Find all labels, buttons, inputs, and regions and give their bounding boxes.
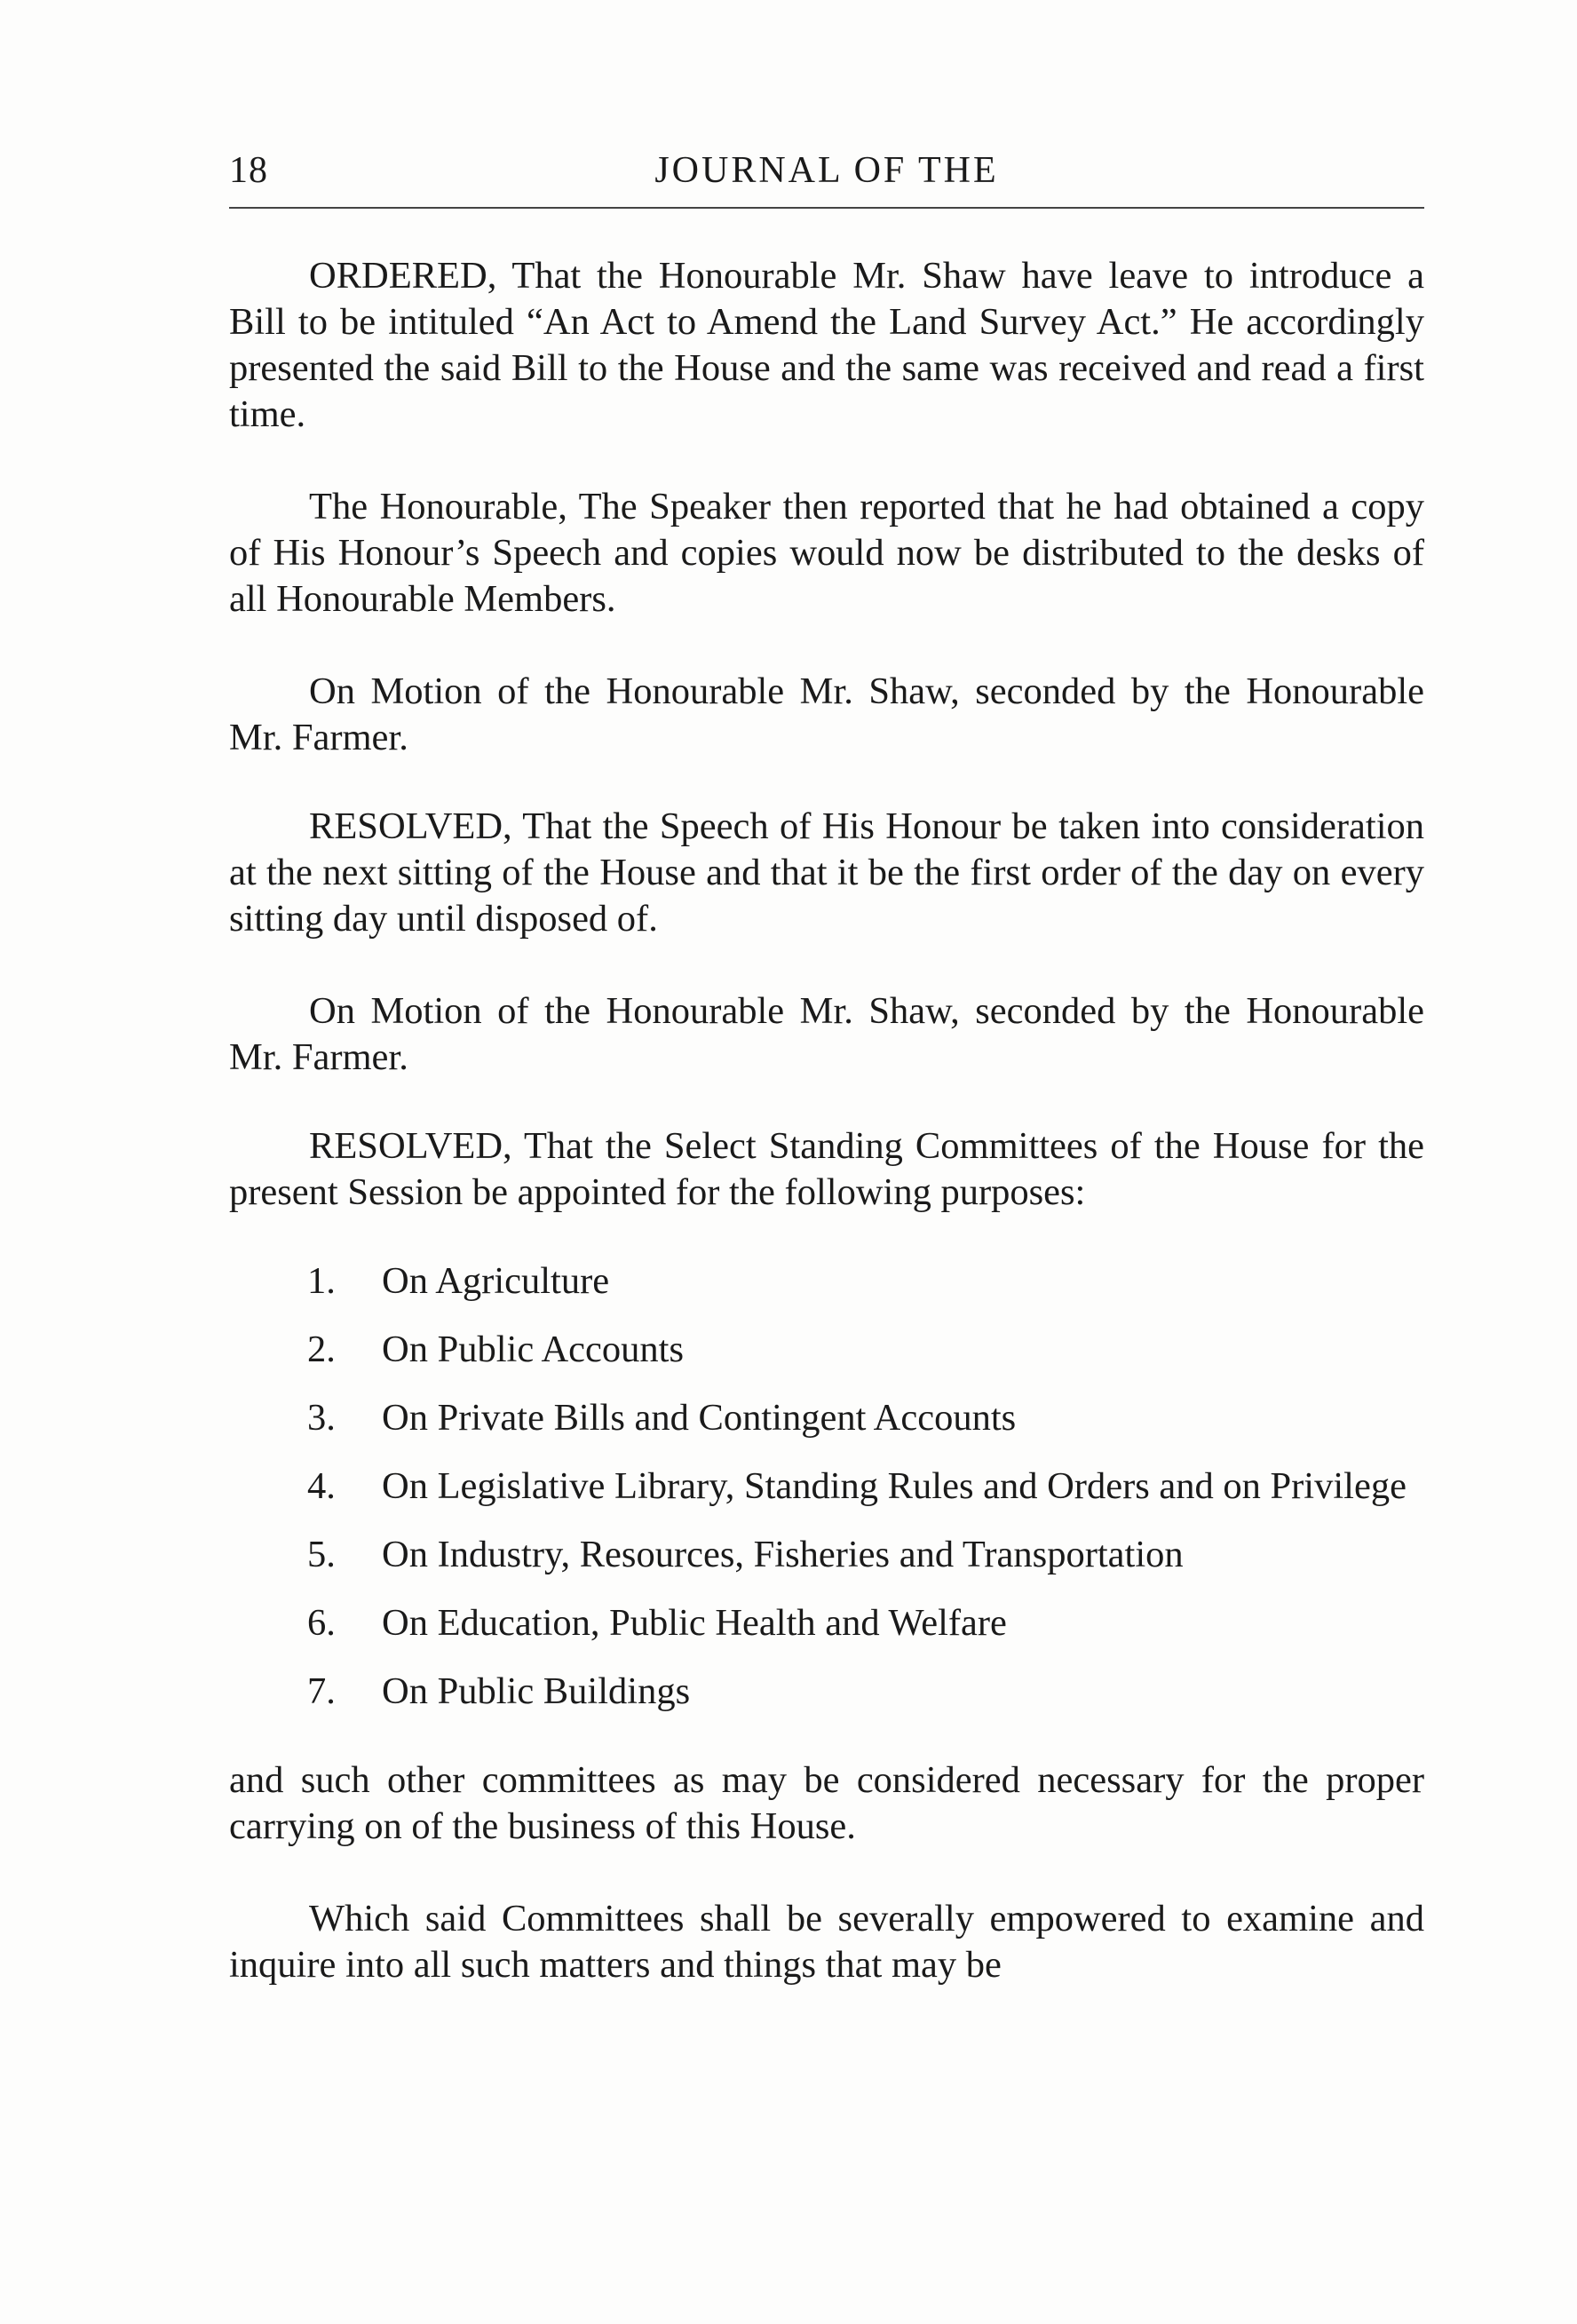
list-number: 7. xyxy=(307,1670,336,1712)
resolved-speech-paragraph: RESOLVED, That the Speech of His Honour be taken into consideration at the next sitting of the House and that it be the first order of the day on every sitting day until disposed of. xyxy=(229,805,1424,940)
list-item xyxy=(229,1532,1424,1578)
list-number: 4. xyxy=(307,1465,336,1507)
list-item xyxy=(229,1395,1424,1441)
list-text: On Public Accounts xyxy=(382,1329,684,1370)
list-number: 6. xyxy=(307,1602,336,1644)
list-item xyxy=(229,1600,1424,1646)
resolved-committees-paragraph: RESOLVED, That the Select Standing Committees of the House for the present Session be appointed for the following purposes: xyxy=(229,1125,1424,1213)
list-text: On Legislative Library, Standing Rules and Orders and on Privilege xyxy=(382,1465,1407,1507)
list-item xyxy=(229,1258,1424,1305)
ordered-paragraph: ORDERED, That the Honourable Mr. Shaw have leave to introduce a Bill to be intituled “An Act to Amend the Land Survey Act.” He accordingly presented the said Bill to the House and the same was received and read a first time. xyxy=(229,255,1424,435)
committees-list xyxy=(229,1258,1424,1715)
list-number: 2. xyxy=(307,1329,336,1370)
committees-powers-paragraph: Which said Committees shall be severally empowered to examine and inquire into all such matters and things that may be xyxy=(229,1898,1424,1986)
list-text: On Education, Public Health and Welfare xyxy=(382,1602,1007,1644)
motion-paragraph: On Motion of the Honourable Mr. Shaw, seconded by the Honourable Mr. Farmer. xyxy=(229,670,1424,758)
list-text: On Industry, Resources, Fisheries and Transportation xyxy=(382,1534,1184,1575)
list-text: On Public Buildings xyxy=(382,1670,691,1712)
list-text: On Agriculture xyxy=(382,1260,610,1302)
list-number: 1. xyxy=(307,1260,336,1302)
header-rule xyxy=(229,207,1424,209)
page-number: 18 xyxy=(229,150,268,191)
list-item xyxy=(229,1463,1424,1510)
journal-body xyxy=(229,253,1424,2034)
list-text: On Private Bills and Contingent Accounts xyxy=(382,1397,1017,1439)
list-item xyxy=(229,1669,1424,1715)
closing-paragraph: and such other committees as may be considered necessary for the proper carrying on of the business of this House. xyxy=(229,1759,1424,1847)
list-number: 3. xyxy=(307,1397,336,1439)
list-number: 5. xyxy=(307,1534,336,1575)
list-item xyxy=(229,1327,1424,1373)
speaker-report-paragraph: The Honourable, The Speaker then reported that he had obtained a copy of His Honour’s Speech and copies would now be distributed to the desks of all Honourable Members. xyxy=(229,486,1424,620)
motion-paragraph: On Motion of the Honourable Mr. Shaw, seconded by the Honourable Mr. Farmer. xyxy=(229,990,1424,1078)
running-title: JOURNAL OF THE xyxy=(654,150,999,191)
page-header xyxy=(229,149,1424,202)
